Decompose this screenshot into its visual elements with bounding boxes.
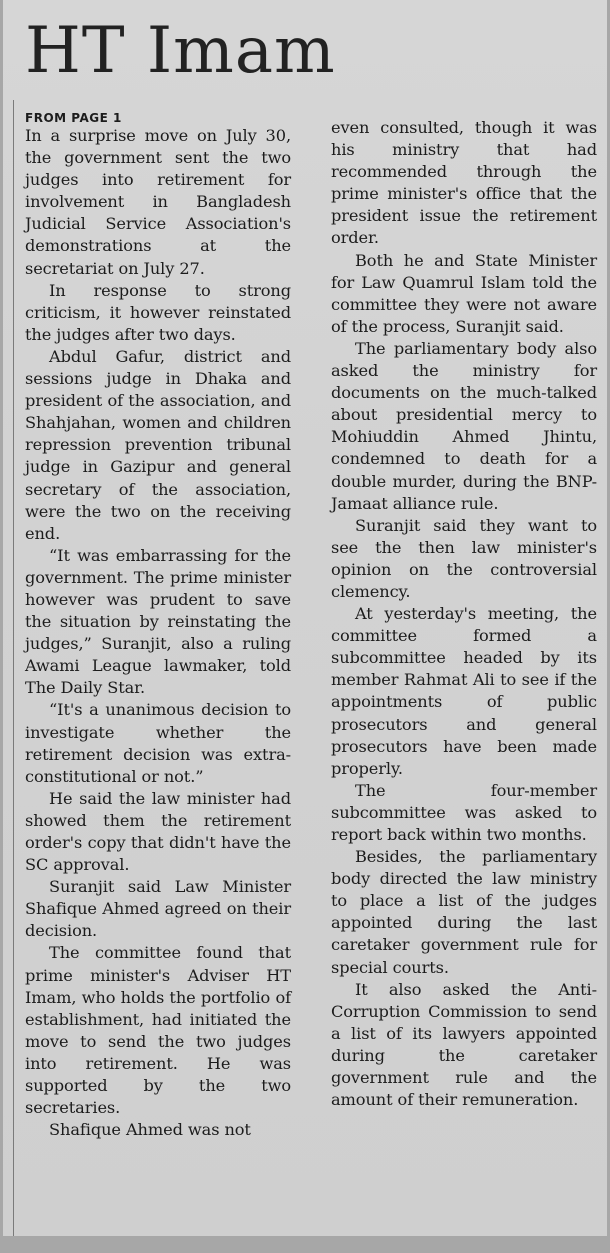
paragraph: even consulted, though it was his ministry that had recommended through the prime minister's office that the president issue the retirement order. (331, 118, 597, 248)
jump-label: FROM PAGE 1 (25, 111, 122, 125)
paragraph: Both he and State Minister for Law Quamrul Islam told the committee they were not aware of the process, Suranjit said. (331, 250, 597, 336)
newspaper-clipping (3, 0, 607, 1236)
paragraph: Abdul Gafur, district and sessions judge in Dhaka and president of the association, and Shahjahan, women and children repression prevention tribunal judge in Gazipur and general secretary of the association, were the two on the receiving end. (25, 346, 291, 543)
paragraph: “It was embarrassing for the government. The prime minister however was prudent to save the situation by reinstating the judges,” Suranjit, also a ruling Awami League lawmaker, told The Daily Star. (25, 545, 291, 698)
paragraph: It also asked the Anti-Corruption Commission to send a list of its lawyers appointed during the caretaker government rule and the amount of their remuneration. (331, 979, 597, 1110)
paragraph: In response to strong criticism, it however reinstated the judges after two days. (25, 280, 291, 344)
paragraph: He said the law minister had showed them the retirement order's copy that didn't have the SC approval. (25, 788, 291, 875)
paragraph: The committee found that prime minister's Adviser HT Imam, who holds the portfolio of establishment, had initiated the move to send the two judges into retirement. He was supported by the two secretaries. (25, 943, 291, 1118)
column-rule (13, 100, 14, 1236)
paragraph: Suranjit said Law Minister Shafique Ahmed agreed on their decision. (25, 877, 291, 941)
paragraph: The parliamentary body also asked the ministry for documents on the much-talked about presidential mercy to Mohiuddin Ahmed Jhintu, condemned to death for a double murder, during the BNP-Jamaat alliance rule. (331, 338, 597, 513)
paragraph: Suranjit said they want to see the then law minister's opinion on the controversial clemency. (331, 515, 597, 601)
paragraph: In a surprise move on July 30, the government sent the two judges into retirement for involvement in Bangladesh Judicial Service Association's demonstrations at the secretariat on July 27. (25, 126, 291, 278)
paragraph: The four-member subcommittee was asked to report back within two months. (331, 780, 597, 844)
article-body (25, 111, 597, 1221)
paragraph: “It's a unanimous decision to investigate whether the retirement decision was extra-constitutional or not.” (25, 700, 291, 786)
headline: HT Imam (25, 14, 336, 88)
paragraph: At yesterday's meeting, the committee formed a subcommittee headed by its member Rahmat Ali to see if the appointments of public prosecutors and general prosecutors have been made properly. (331, 604, 597, 778)
paragraph: Shafique Ahmed was not (49, 1120, 251, 1140)
right-column (331, 111, 597, 1221)
paragraph: Besides, the parliamentary body directed the law ministry to place a list of the judges appointed during the last caretaker government rule for special courts. (331, 847, 597, 977)
left-column (25, 111, 291, 1221)
